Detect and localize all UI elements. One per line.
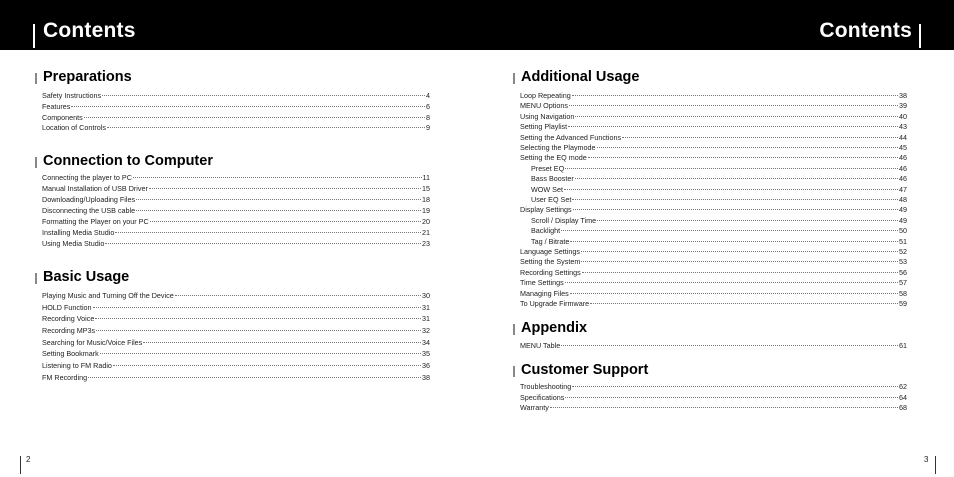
entry-page: 50 [899,226,907,236]
dot-leader [565,282,898,283]
entry-label: Recording MP3s [42,326,96,335]
entry-label: Using Media Studio [42,239,105,248]
dot-leader [175,295,421,296]
toc-entry[interactable] [42,195,430,205]
entry-page: 23 [422,239,430,248]
entry-label: Setting the Advanced Functions [520,132,622,142]
section-marker [35,73,37,84]
entry-page: 51 [899,236,907,246]
entry-label: Recording Voice [42,314,95,323]
entry-page: 40 [899,111,907,121]
entry-page: 52 [899,247,907,256]
entry-page: 59 [899,299,907,308]
dot-leader [597,147,898,148]
toc-subentry[interactable] [520,174,907,184]
page-number: 2 [26,455,31,464]
dot-leader [113,365,421,366]
section-marker [513,324,515,335]
entry-label: Setting Bookmark [42,349,99,358]
footer-marker [935,456,936,474]
entry-page: 30 [422,291,430,300]
entry-label: Playing Music and Turning Off the Device [42,291,174,300]
entry-page: 18 [422,195,430,204]
dot-leader [136,210,421,211]
entry-label: Setting the EQ mode [520,153,587,163]
entry-page: 46 [899,174,907,184]
entry-label: Scroll / Display Time [531,215,597,225]
entry-label: Preset EQ [531,163,565,173]
entry-label: Managing Files [520,288,569,298]
toc-entry[interactable] [42,239,430,249]
section-marker [35,273,37,284]
toc-entry[interactable] [520,268,907,278]
section-title: Appendix [521,320,588,336]
entry-label: Components [42,113,83,122]
entry-page: 39 [899,101,907,111]
entry-page: 35 [422,349,430,358]
dot-leader [568,126,898,127]
section-title: Customer Support [521,362,649,378]
entry-label: Backlight [531,226,561,236]
dot-leader [100,353,421,354]
header-accent-bar [919,24,921,48]
dot-leader [575,116,898,117]
dot-leader [84,117,425,118]
entry-page: 8 [426,113,430,122]
entry-page: 34 [422,338,430,347]
toc-entry[interactable] [42,338,430,348]
entry-page: 4 [426,91,430,100]
entry-label: MENU Table [520,341,561,350]
toc-entry[interactable] [42,206,430,216]
dot-leader [582,272,898,273]
dot-leader [93,307,421,308]
dot-leader [572,95,898,96]
entry-label: Formatting the Player on your PC [42,217,149,226]
toc-entry[interactable] [42,184,430,194]
section-additional-usage [520,69,907,308]
toc-entry[interactable] [520,278,907,288]
section-basic-usage [42,269,430,382]
toc-entry[interactable] [520,205,907,215]
section-title: Preparations [43,69,132,85]
dot-leader [581,251,898,252]
toc-subentry[interactable] [520,185,907,195]
dot-leader [590,303,898,304]
entry-label: Loop Repeating [520,91,571,100]
entry-page: 58 [899,288,907,298]
dot-leader [565,397,898,398]
entry-page: 19 [422,206,430,215]
entry-label: Connecting the player to PC [42,173,132,182]
entry-label: Time Settings [520,278,564,288]
header-accent-bar [33,24,35,48]
entry-page: 21 [422,228,430,237]
entry-label: To Upgrade Firmware [520,299,590,308]
header-bar [0,0,477,50]
dot-leader [143,342,421,343]
dot-leader [150,221,421,222]
dot-leader [564,189,898,190]
entry-page: 62 [899,382,907,391]
entry-page: 38 [422,373,430,382]
entry-page: 46 [899,153,907,163]
dot-leader [570,293,898,294]
entry-label: Troubleshooting [520,382,572,391]
entry-page: 43 [899,122,907,132]
entry-label: Safety Instructions [42,91,102,100]
toc-entry[interactable] [42,173,430,183]
section-connection-to-computer [42,153,430,248]
section-appendix [520,320,907,350]
toc-entry[interactable] [42,349,430,359]
dot-leader [561,345,898,346]
toc-entry[interactable] [42,113,430,123]
toc-entry[interactable] [42,303,430,313]
entry-label: Installing Media Studio [42,228,115,237]
page-number: 3 [924,455,929,464]
toc-entry[interactable] [42,291,430,301]
dot-leader [88,377,421,378]
entry-label: Listening to FM Radio [42,361,112,370]
toc-entry[interactable] [42,91,430,101]
toc-entry[interactable] [42,123,430,133]
entry-page: 46 [899,163,907,173]
dot-leader [588,157,898,158]
toc-entry[interactable] [520,133,907,143]
entry-label: FM Recording [42,373,88,382]
dot-leader [96,330,421,331]
entry-label: Warranty [520,403,549,412]
toc-entry[interactable] [42,217,430,227]
toc-entry[interactable] [520,112,907,122]
toc-subentry[interactable] [520,226,907,236]
entry-page: 32 [422,326,430,335]
dot-leader [71,106,425,107]
entry-label: Disconnecting the USB cable [42,206,136,215]
toc-entry[interactable] [520,122,907,132]
dot-leader [133,177,422,178]
dot-leader [115,232,421,233]
toc-entry[interactable] [520,299,907,309]
entry-page: 48 [899,195,907,204]
dot-leader [550,407,898,408]
entry-page: 61 [899,341,907,350]
dot-leader [136,199,421,200]
toc-entry[interactable] [520,247,907,257]
entry-label: Bass Booster [531,174,574,184]
entry-label: Manual Installation of USB Driver [42,184,148,193]
toc-entry[interactable] [520,393,907,403]
toc-entry[interactable] [42,361,430,371]
entry-label: Specifications [520,393,565,402]
entry-label: MENU Options [520,101,568,111]
toc-entry[interactable] [520,403,907,413]
dot-leader [569,105,898,106]
footer-marker [20,456,21,474]
entry-label: Setting Playlist [520,122,568,132]
entry-page: 57 [899,278,907,288]
entry-page: 64 [899,393,907,402]
entry-page: 9 [426,123,430,132]
entry-page: 49 [899,205,907,215]
entry-label: Setting the System [520,257,581,267]
toc-subentry[interactable] [520,164,907,174]
entry-page: 31 [422,314,430,323]
toc-entry[interactable] [520,257,907,267]
entry-label: Language Settings [520,247,580,256]
toc-entry[interactable] [42,373,430,383]
dot-leader [622,137,898,138]
entry-page: 45 [899,143,907,152]
dot-leader [102,95,425,96]
entry-label: WOW Set [531,184,563,194]
right-page [477,0,954,477]
header-bar [477,0,954,50]
section-marker [513,73,515,84]
dot-leader [561,230,898,231]
dot-leader [575,178,898,179]
dot-leader [95,318,421,319]
toc-entry[interactable] [42,228,430,238]
entry-label: HOLD Function [42,303,92,312]
section-title: Basic Usage [43,269,130,285]
section-marker [513,366,515,377]
entry-label: User EQ Set [531,195,572,204]
entry-page: 68 [899,403,907,412]
entry-label: Searching for Music/Voice Files [42,338,143,347]
dot-leader [565,168,898,169]
entry-page: 11 [422,173,430,182]
entry-page: 38 [899,91,907,100]
entry-page: 31 [422,303,430,312]
toc-entry[interactable] [520,101,907,111]
section-title: Additional Usage [521,69,640,85]
dot-leader [572,199,898,200]
dot-leader [570,241,898,242]
dot-leader [572,386,898,387]
page-title: Contents [43,19,136,42]
toc-entry[interactable] [520,91,907,101]
toc-entry[interactable] [520,143,907,153]
entry-page: 56 [899,267,907,277]
dot-leader [573,209,898,210]
entry-label: Downloading/Uploading Files [42,195,136,204]
entry-page: 53 [899,257,907,267]
page-title: Contents [819,19,912,42]
dot-leader [105,243,421,244]
dot-leader [581,261,898,262]
entry-page: 47 [899,184,907,194]
entry-label: Tag / Bitrate [531,236,570,246]
dot-leader [597,220,898,221]
toc-entry[interactable] [42,326,430,336]
section-marker [35,157,37,168]
toc-entry[interactable] [520,341,907,351]
entry-label: Display Settings [520,205,572,215]
entry-label: Using Navigation [520,111,575,121]
dot-leader [107,127,425,128]
toc-subentry[interactable] [520,216,907,226]
dot-leader [149,188,421,189]
section-title: Connection to Computer [43,153,213,169]
section-preparations [42,69,430,132]
entry-label: Recording Settings [520,267,581,277]
toc-entry[interactable] [42,314,430,324]
entry-page: 15 [422,184,430,193]
entry-label: Selecting the Playmode [520,143,596,152]
entry-label: Location of Controls [42,123,106,132]
toc-subentry[interactable] [520,237,907,247]
entry-page: 36 [422,361,430,370]
section-customer-support [520,362,907,412]
toc-entry[interactable] [42,102,430,112]
entry-page: 44 [899,132,907,142]
entry-page: 49 [899,215,907,225]
entry-page: 6 [426,102,430,111]
toc-entry[interactable] [520,153,907,163]
toc-entry[interactable] [520,289,907,299]
entry-page: 20 [422,217,430,226]
toc-subentry[interactable] [520,195,907,205]
toc-entry[interactable] [520,382,907,392]
entry-label: Features [42,102,71,111]
